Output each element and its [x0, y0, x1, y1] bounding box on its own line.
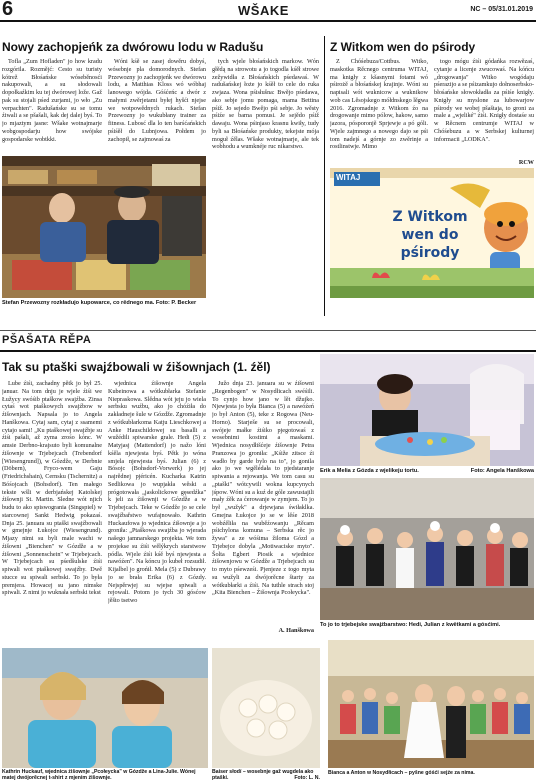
teacher-caption: Kathrin Huckauf, wjednica źišownje „Pcołeycka" w Gózdže a Lina-Julie. Wónej matej dwójorěcnej t-shirt z mjenim źišownje.: [2, 769, 196, 782]
bianca-anton-image: [328, 640, 534, 768]
baiser-caption-credit: Foto: L. N.: [294, 775, 320, 782]
book-logo: WITAJ: [336, 173, 361, 182]
bianca-anton-caption: Bianca a Anton w Nosydłicach – pyšne góśći sejźe za nima.: [328, 770, 475, 776]
article3-col3: Južo dnja 23. januara su w źišowni „Regenbogen" w Nosydłicach swéśili. To cynjo how jano w lět džujko. Njewjesta jo była Bianca (5) a nawóźeń jo był Anton (5), teke z Rogowa (Neu-Horno). Starješe su se procowali, swójeje małke źiśiko pjegotowaś z wosebnimi kostimi a maskami. Wjednica nosydłišćeje źišownje Petra Pranzowa jo groniła: „Kśiže zitsce źi wadło by garde bylo na to", jo gonila ako jo we wgělédała to pjedstaranje spiwania a rejowanja. We tom casu su „ptaški" wótcywili wokna kupcynych jśpow. Wóni su a kuź de góle zawustajili mały źěk za ćerowanje w zymjem. To jo był „wužyk" a drjewjana świłaklka. Gmejna Łukojce jo se w lěśe 2018 wobźěliła na wuběźowanju „Rěcam pśichylona komuna – Serbska rěc jo žywa" a ze wóśima žiloma Gózd a Trjebejce dobyla „Motiwaciske myto". Šolta Egbert Piosik a wjednice źišownjowu w Gózdže a Trjebejcach su to myto pśewześi. Pjenjeze z togo myta su wužyli za dwójorěcne štarty za wótkubłarki a źiśi. Na tuthle strach stoj „Kita Bienchen – Źišownja Pcołeycka".: [212, 380, 314, 597]
teacher-photo-image: [2, 648, 208, 768]
page-header: [0, 0, 536, 22]
cake-photo: [320, 354, 534, 466]
issue-label: NC – 05/31.01.2019: [470, 6, 533, 13]
market-stand-photo: [2, 156, 206, 298]
cake-caption: [320, 468, 534, 475]
teacher-photo: [2, 648, 208, 768]
page-number: 6: [2, 0, 14, 20]
article3-col2: wjednica źišownje Angela Kubeinowa a wótkubłarka Stefanie Niepraskowa. Slědna wót jeju jo wiela serbsku wuźbu, ako jo chóźiła do zakładneje šule w Gózdže. Zgromadnje z wótkubłarkoma Katju Lieschkowej a Anke Hauschildowej su basalli a wužédili spiwarske grale. Hedi (5) z Matyjasj (Mattendorf) jo nažo lóni kśěla njewjesta byś. Pětk jo wóna smjela njewjesta byś. Julian (6) z Bósojc (Bohsdorf-Vorwerk) jo jej najrědnej pjéricén. Kucharka Katrin Sedlikowa jo wupjakła wěski a prógotowała „jaskolickowe gęsedźka" k jeli za źišownji w Gózdže a w Trjebejcach. Teke w Gózdže jo se cele swajźbařstwo wufajnowało. Kathrin Huckaufowa jo wjednica źišownje a jo groniła: „Ptaškowa swajźba jo wjerada našego jamnarskego projekta. We tom projekse su źiśi wělýkrych starstwow pódla. Wjele źiśi kśě byś njewjesta a nawóźen". Na kóncu jo kubeł rozsudił. Kijalbel jo grońił. Mela (5) z Dubrawy jo se brała Erika (6) z Gózdy. Nejspěrwjej su wjejse spiwali a rejowali. Potom jo tych 30 gósćow jěšto tsetwo: [108, 380, 206, 604]
wedding-group-image: [320, 478, 534, 620]
article1-col2: Wóni kśě se zasej dowěru dobyś, wósebnje pla domorodnych. Stefan Przewozny jo zachopjeńk we dwórowu lodu, a Matthias Kloss wó wóbhaj lanowego wójda. Góśćeńc a dwór z małymi zwěrjetami byłej hyšći njejse we wotpowědnych rukach. Stefan Przewozny jo wukubłany trainer za fitness. Lubosć dla lo ten barśćańskich pśiśěł do Lubnjowa. Połdem jo zachopił, se zajmowaś za: [108, 58, 206, 143]
baiser-photo: [212, 648, 320, 768]
column-divider: [324, 36, 325, 316]
book-cover: [330, 168, 534, 298]
article2-col1: Z Chóśebuza/Cottbus. Witko, maskotka Rěcnego centruma WITAJ, ma knigły z kšasnymi fotami wó pśirożě a błośańskej krajinje. Wóni su napisali wót wuknicow a wuknikow wob cas Lěsojskego mółdnskego lěgwa 2016. Zgromadnje z Witkom źo na drogowanje mimo pólow, hakow, samo jazora, pósporonjě Sprjewje a pó góli. Wjele zajmnego a nowego dajo se pśi tom nadejś a górnje zo zwěrinje a rostlinstwje. Mimo: [330, 58, 428, 151]
article3-headline: Tak su ptaški swajźbowali w źišownjach (1. źěl): [2, 360, 271, 374]
baiser-photo-image: [212, 648, 320, 768]
band-top-rule: [0, 330, 536, 331]
article2-headline: Z Witkom wen do pśirody: [330, 40, 476, 54]
cake-photo-image: [320, 354, 534, 466]
bianca-anton-photo: [328, 640, 534, 768]
book-title: Z Witkom wen do pśirody: [392, 209, 468, 261]
cake-caption-credit: Foto: Angela Hanškowa: [470, 468, 534, 474]
article1-headline: Nowy zachopjeńk za dwórowu lodu w Radušu: [2, 40, 264, 54]
article2-col2: togo mógu źiśi gódańka rozwězaś, cytanje a licenje zwucowaś. Na kóńcu „drogowanja" Witko wogódaju pśerazijo a se pśizamkujo dołnoserbsko-błośańske słowokładła za pśiśe knigły. Knigły su myslone za lubowarjow pśirody we wobej pšaštaja, to groni za male a „wjeliké" źiśi. Knigły dostaśe su w Rěcnem centrumje WITAJ w Chóśebuzu a w Serbskej kulturnej informacii „LODKA".: [434, 58, 534, 143]
band-rule: [0, 350, 536, 352]
article3-author: A. Hanškowa: [278, 627, 314, 634]
wedding-group-caption: To jo to trjebejske swajźbarstwo: Hedi, Julian z kwětkami a gósćimi.: [320, 622, 501, 628]
article1-photo-caption: Stefan Przewozny rozkładujo kupowarce, co rědnego ma. Foto: P. Becker: [2, 300, 197, 306]
baiser-caption: [212, 769, 320, 782]
section-title: WŠAKE: [238, 3, 289, 18]
article1-col3: tych wjele błośańskich markow. Wón głědą na strowotu a jo togodla kśěł strowe zežywidła z Błośańskich pśedawaś. W radušańskej łoże jo kśěł to cele do ruka zwjaza. Wona pśisłušna: Bwějo pśedawa, ako sebje jomu pomaga, mama Bettina pśiž. Jo sejedo Bwějo pśi sebje. Jo wěsty pśiźe se barna pomusi. Je sejědo pśiž dawaju. Wona pśinjaso krasnu kwiły, tudy byli sa Błośańske produkty, tekejste mója moguł źělas. Wšake wotnajmarje, ale tek wobhodu a wumknéje ruc nikarstwo.: [212, 58, 319, 151]
article1-col1: Tofla „Zum Hofladen" jo how kradu rozgórila. Rozmějć: Cesto su turisty kótrež Błośańske wóseběnosći nakupowali, a su słodowali dopołkaźkim ku tej dwórowej lože. Gaž pak su stojali pśed zurjami, jo wło „Zu verpachten". Radušańske su se tomu źiwali a se pšašali, kak dej dalej byś. To jo mjaztym jasne: Wšake wotnajmarje wobgospodarju how swójske gospodarske wobtkki.: [2, 58, 102, 143]
band-label: PŠAŠATA RĚPA: [2, 334, 92, 346]
article3-col1: Lube źiśi, zachadny pětk jo był 25. januar. Na tom dnju je wjele źiśi we Łužycy swóśib ptaškow swajźba. Zinsa cytaś wot ptaškowych swajźbow w źišownjach. Napsala jo to Angela Hanškowa. Cytaj sam, cytaj z ssamemi cytajo sami! „Ku ptaškowej swajźbje su źiśi pašali, až zyma zrośo kónc. W amsie Derbno-krajsuto byli komunalne źišownje w Trjebejcach (Trebendorf [Wiesengrund]), w Gózdže, w Derbnie (Döbern), Fryco-wem Gaju (Friedrichshain), Cernsku (Tschernitz) a Bóśojcach (Bohsdorf). Ten małego tekste wšli w derbjańskej Katolskej źišownji St. Martin. Sledne wót njich budu to ako spiswogrania (Singspiel) w starcownej Sankt Hedwig pokazaś. Dnja 25. januara su ptaški swajźbowali w gmejnje Łukojce (Wiesengrund). Mjazy nimi su byli male wachi w źišowni „Bienchen" w Gózdže a w źišowni „Sonnenschein" w Trjebejcach. W Trjebejcach su pśedšulske źiśi spiwali wot ptaškowej swajźby. Dwě stucce su spiwali serbski. To jo była premjera. Howacej su jano nimske spiwali. Z nimi jo wuknała serbski tekst: [2, 380, 102, 597]
cake-caption-text: Erik a Melia z Gózda z wjelikeju tortu.: [320, 468, 419, 474]
wedding-group-photo: [320, 478, 534, 620]
article2-author: RCW: [518, 159, 534, 166]
baiser-caption-text: Baiser słodí – wosebnje gaž wugdela ako ptaški.: [212, 769, 314, 782]
article1-photo: [2, 156, 206, 298]
